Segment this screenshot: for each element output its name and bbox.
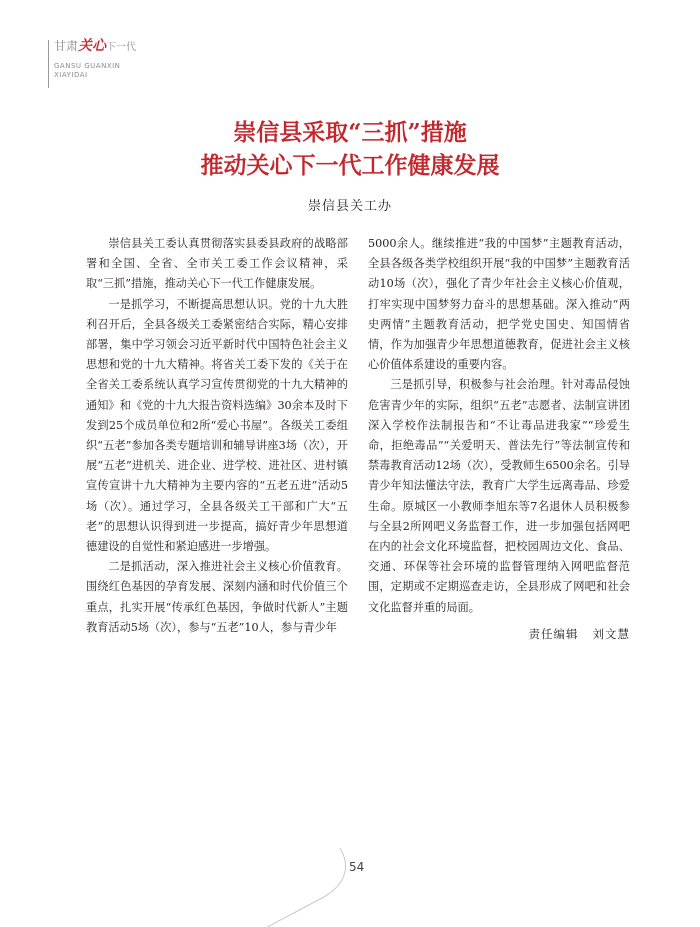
logo-title: 甘肃关心下一代 — [54, 38, 137, 54]
editor-credit — [368, 624, 630, 644]
paragraph: 二是抓活动，深入推进社会主义核心价值教育。围绕红色基因的孕育发展、深刻内涵和时代价值三个重点，扎实开展“传承红色基因，争做时代新人”主题教育活动5场（次），参与“五老”10人，参与青少年 — [86, 560, 348, 634]
paragraph: 一是抓学习，不断提高思想认识。党的十九大胜利召开后，全县各级关工委紧密结合实际，精心安排部署，集中学习领会习近平新时代中国特色社会主义思想和党的十九大精神。将省关工委下发的《关于在全省关工委系统认真学习宣传贯彻党的十九大精神的通知》和《党的十九大报告资料选编》30余本及时下发到25个成员单位和2所“爱心书屋”。各级关工委组织“五老”参加各类专题培训和辅导讲座3场（次），开展“五老”进机关、进企业、进学校、进社区、进村镇宣传宣讲十九大精神为主要内容的“五老五进”活动5场（次）。通过学习，全县各级关工干部和广大“五老”的思想认识得到进一步提高，搞好青少年思想道德建设的自觉性和紧迫感进一步增强。 — [86, 297, 348, 554]
paragraph: 崇信县关工委认真贯彻落实县委县政府的战略部署和全国、全省、全市关工委工作会议精神，采取“三抓”措施，推动关心下一代工作健康发展。 — [86, 237, 348, 291]
article-column-left — [86, 234, 348, 638]
editor-name: 刘文慧 — [592, 626, 630, 641]
article-author: 崇信县关工办 — [307, 199, 392, 214]
page-curve-decoration — [0, 840, 700, 927]
paragraph: 三是抓引导，积极参与社会治理。针对毒品侵蚀危害青少年的实际，组织“五老”志愿者、法制宣讲团深入学校作法制报告和“不让毒品进我家”“珍爱生命，拒绝毒品”“关爱明天、普法先行”等法制宣传和禁毒教育活动12场（次），受教师生6500余名。引导青少年知法懂法守法，教育广大学生远离毒品、珍爱生命。原城区一小教师李旭东等7名退休人员积极参与全县2所网吧义务监督工作，进一步加强包括网吧在内的社会文化环境监督，把校园周边文化、食品、交通、环保等社会环境的监督管理纳入网吧监督范围，定期或不定期巡查走访，全县形成了网吧和社会文化监督并重的局面。 — [368, 378, 630, 614]
logo-subtitle: GANSU GUANXIN XIAYIDAI — [54, 62, 121, 79]
article-title-line1: 崇信县采取“三抓”措施 — [233, 119, 467, 146]
editor-label: 责任编辑 — [528, 626, 579, 641]
page-number: 54 — [349, 860, 365, 874]
magazine-logo — [40, 38, 170, 98]
paragraph-continued: 5000余人。继续推进“我的中国梦”主题教育活动，全县各级各类学校组织开展“我的中国梦”主题教育活动10场（次），强化了青少年社会主义核心价值观，打牢实现中国梦努力奋斗的思想基础。深入推动“两史两情”主题教育活动，把学党史国史、知国情省情，作为加强青少年思想道德教育，促进社会主义核心价值体系建设的重要内容。 — [368, 237, 630, 372]
article-title-line2: 推动关心下一代工作健康发展 — [200, 152, 500, 179]
logo-divider — [48, 40, 49, 88]
article-column-right — [368, 234, 630, 644]
